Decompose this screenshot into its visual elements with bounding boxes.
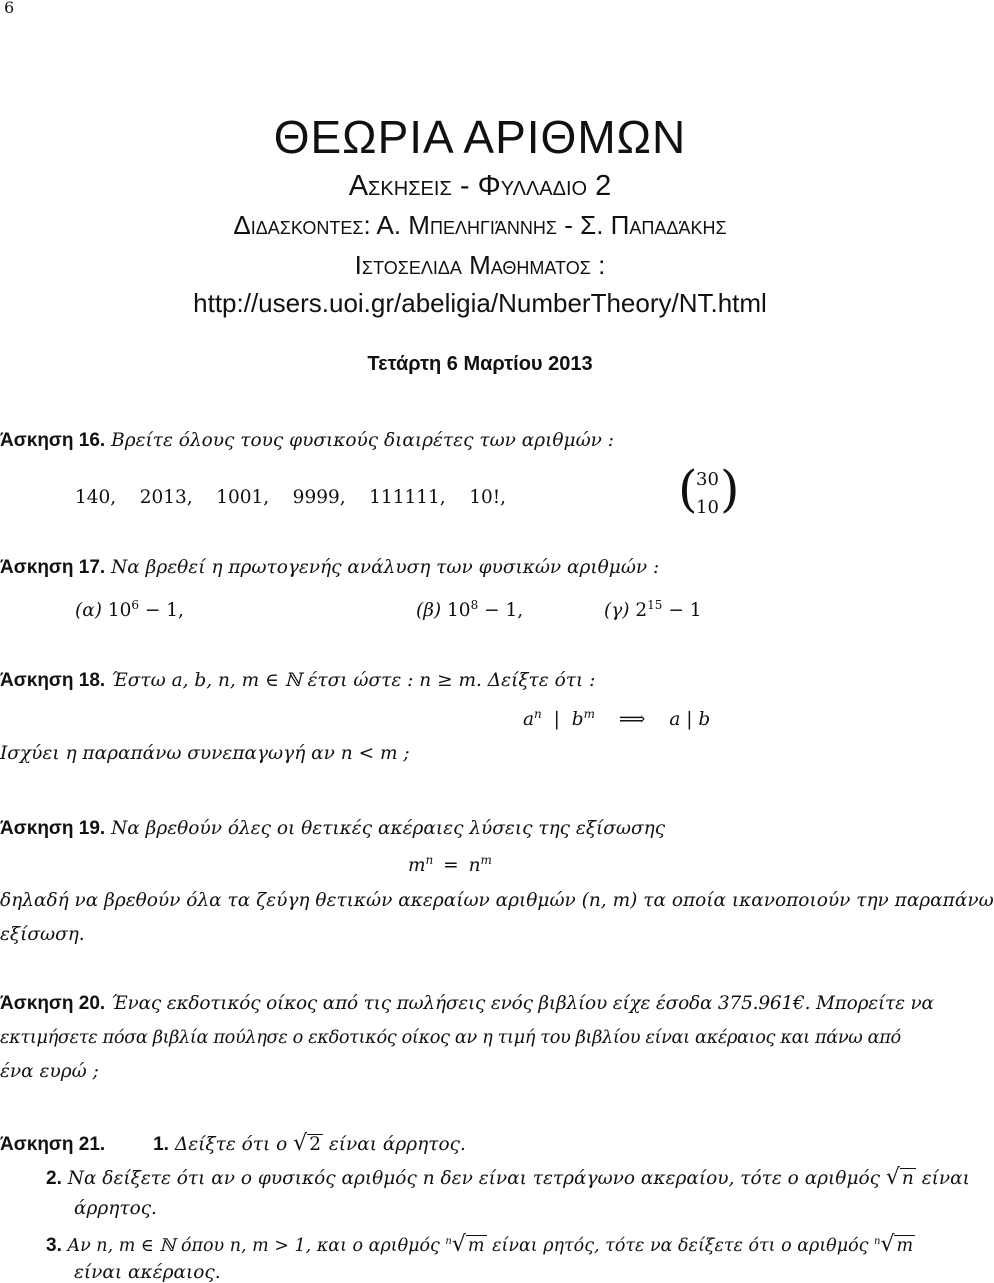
exercise-19-statement: Άσκηση 19. Να βρεθούν όλες οι θετικές ακέραιες λύσεις της εξίσωσης [0,818,666,839]
exercise-19-equation: $m^n = n^m$ [408,853,492,877]
exercise-20-label: Άσκηση 20. [0,993,106,1014]
binom-bottom: 10 [696,497,719,518]
exercise-20-line1: Άσκηση 20. Ένας εκδοτικός οίκος από τις πωλήσεις ενός βιβλίου είχε έσοδα 375.961€. Μπορείτε να [0,993,934,1014]
page-title: ΘΕΩΡΙΑ ΑΡΙΘΜΩΝ [273,111,687,163]
exercise-21-item-1: Άσκηση 21. 1. Δείξτε ότι ο √ 2 είναι άρρητος. [0,1131,466,1156]
exercise-17-part-c: (γ) $2^{15} - 1$ [604,598,702,622]
exercise-19-line2: δηλαδή να βρεθούν όλα τα ζεύγη θετικών ακεραίων αριθμών (n, m) τα οποία ικανοποιούν την παραπάνω [0,890,994,911]
exercise-17-part-a: (α) $10^6 - 1$, [75,598,184,622]
exercise-19-line3: εξίσωση. [0,924,85,945]
exercise-18-label: Άσκηση 18. [0,670,106,691]
binom-top: 30 [696,469,719,490]
exercise-17-text: Να βρεθεί η πρωτογενής ανάλυση των φυσικών αριθμών : [111,557,660,578]
exercise-21-item-3: 3. Αν n, m ∈ ℕ όπου n, m > 1, και ο αριθμός $^n$√ m είναι ρητός, τότε να δείξετε ότι ο αριθμός $^n$√ m [46,1232,914,1257]
exercise-17-label: Άσκηση 17. [0,557,106,578]
exercise-17-part-b: (β) $10^8 - 1$, [416,598,524,622]
exercise-16-text: Βρείτε όλους τους φυσικούς διαιρέτες των αριθμών : [111,430,615,451]
exercise-16-label: Άσκηση 16. [0,430,106,451]
exercise-18-statement: Άσκηση 18. Έστω a, b, n, m ∈ ℕ έτσι ώστε : n ≥ m. Δείξτε ότι : [0,670,596,691]
exercise-16-statement [0,430,614,452]
exercise-18-question: Ισχύει η παραπάνω συνεπαγωγή αν n < m ; [0,743,410,764]
exercise-20-line3: ένα ευρώ ; [0,1061,99,1082]
website-url[interactable]: http://users.uoi.gr/abeligia/NumberTheory/NT.html [193,288,767,318]
date: Τετάρτη 6 Μαρτίου 2013 [367,353,593,375]
exercise-21-label: Άσκηση 21. [0,1134,106,1155]
exercise-21-item-2: 2. Να δείξετε ότι αν ο φυσικός αριθμός n δεν είναι τετράγωνο ακεραίου, τότε ο αριθμός √ n είναι [46,1165,970,1190]
exercise-21-item-3-cont: είναι ακέραιος. [74,1262,221,1283]
page-subtitle: Ασκησεισ - Φυλλαδιο 2 [348,170,612,202]
exercise-19-label: Άσκηση 19. [0,818,106,839]
website-label: Ιστοσελιδα Μαθηματοσ : [354,250,606,280]
exercise-21-item-2-cont: άρρητος. [74,1198,157,1219]
exercise-18-implication: $a^n$ | $b^m$ ⟹ a | b [523,707,711,731]
instructors: Διδασκοντεσ: Α. Μπεληγιάννης - Σ. Παπαδάκης [233,210,727,240]
binomial-coefficient: ( 30 10 ) [678,460,740,518]
exercise-20-line2: εκτιμήσετε πόσα βιβλία πούλησε ο εκδοτικός οίκος αν η τιμή του βιβλίου είναι ακέραιος και πάνω από [0,1027,901,1048]
exercise-16-numbers: 140, 2013, 1001, 9999, 111111, 10!, [75,487,507,508]
exercise-17-statement [0,557,659,579]
page-number: 6 [4,0,15,17]
